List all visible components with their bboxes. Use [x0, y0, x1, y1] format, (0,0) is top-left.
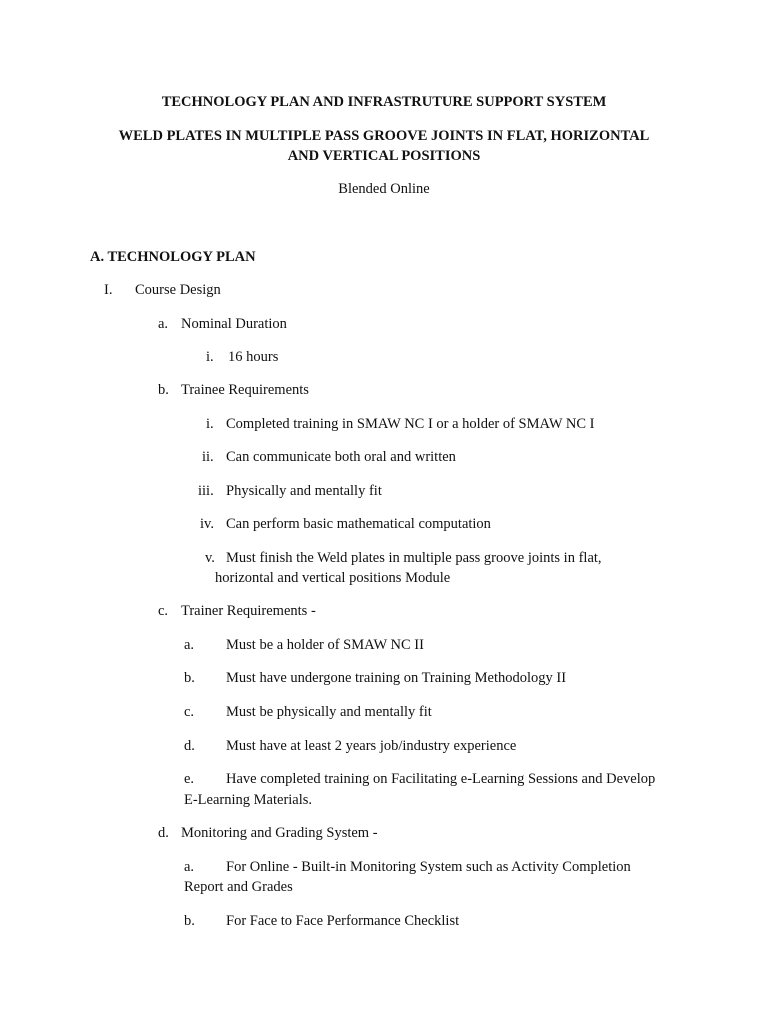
- list-marker: ii.: [202, 449, 214, 465]
- list-marker: i.: [206, 416, 214, 432]
- list-marker: c.: [158, 603, 169, 619]
- list-item-label: Nominal Duration: [181, 316, 287, 332]
- list-marker: b.: [158, 382, 169, 398]
- document-subtitle-line-2: AND VERTICAL POSITIONS: [287, 148, 481, 164]
- list-item-text: Can communicate both oral and written: [226, 449, 456, 465]
- section-heading: A. TECHNOLOGY PLAN: [90, 249, 256, 265]
- document-title: TECHNOLOGY PLAN AND INFRASTRUTURE SUPPORT SYSTEM: [161, 94, 607, 110]
- delivery-mode: Blended Online: [338, 181, 430, 197]
- list-item-text: Must finish the Weld plates in multiple pass groove joints in flat,: [226, 550, 602, 566]
- list-item-text: Can perform basic mathematical computation: [226, 516, 491, 532]
- list-marker: c.: [184, 704, 195, 720]
- list-marker: v.: [205, 550, 215, 566]
- list-item-text: Completed training in SMAW NC I or a holder of SMAW NC I: [226, 416, 595, 432]
- list-item-label: Course Design: [135, 282, 221, 298]
- list-marker: a.: [184, 859, 195, 875]
- list-item-label: Trainer Requirements -: [181, 603, 316, 619]
- list-marker: b.: [184, 913, 195, 929]
- list-marker: d.: [184, 738, 195, 754]
- list-marker: e.: [184, 771, 195, 787]
- list-item-continuation: E-Learning Materials.: [184, 792, 313, 808]
- list-item-text: Have completed training on Facilitating e-Learning Sessions and Develop: [226, 771, 656, 787]
- list-item-label: Trainee Requirements: [181, 382, 309, 398]
- list-item-text: Physically and mentally fit: [226, 483, 382, 499]
- list-item-continuation: horizontal and vertical positions Module: [215, 570, 451, 586]
- list-item-text: For Face to Face Performance Checklist: [226, 913, 460, 929]
- document-subtitle-line-1: WELD PLATES IN MULTIPLE PASS GROOVE JOINTS IN FLAT, HORIZONTAL: [118, 128, 650, 144]
- list-item-label: Monitoring and Grading System -: [181, 825, 378, 841]
- list-marker: iv.: [200, 516, 214, 532]
- list-item-text: 16 hours: [228, 349, 279, 365]
- list-marker: i.: [206, 349, 214, 365]
- list-item-continuation: Report and Grades: [184, 879, 293, 895]
- list-marker: b.: [184, 670, 195, 686]
- list-item-text: For Online - Built-in Monitoring System such as Activity Completion: [226, 859, 631, 875]
- list-marker: a.: [184, 637, 195, 653]
- list-item-text: Must have undergone training on Training Methodology II: [226, 670, 567, 686]
- list-item-text: Must have at least 2 years job/industry experience: [226, 738, 517, 754]
- list-marker: d.: [158, 825, 169, 841]
- list-marker: iii.: [198, 483, 214, 499]
- list-item-text: Must be physically and mentally fit: [226, 704, 432, 720]
- list-marker: I.: [104, 282, 113, 298]
- list-marker: a.: [158, 316, 169, 332]
- list-item-text: Must be a holder of SMAW NC II: [226, 637, 424, 653]
